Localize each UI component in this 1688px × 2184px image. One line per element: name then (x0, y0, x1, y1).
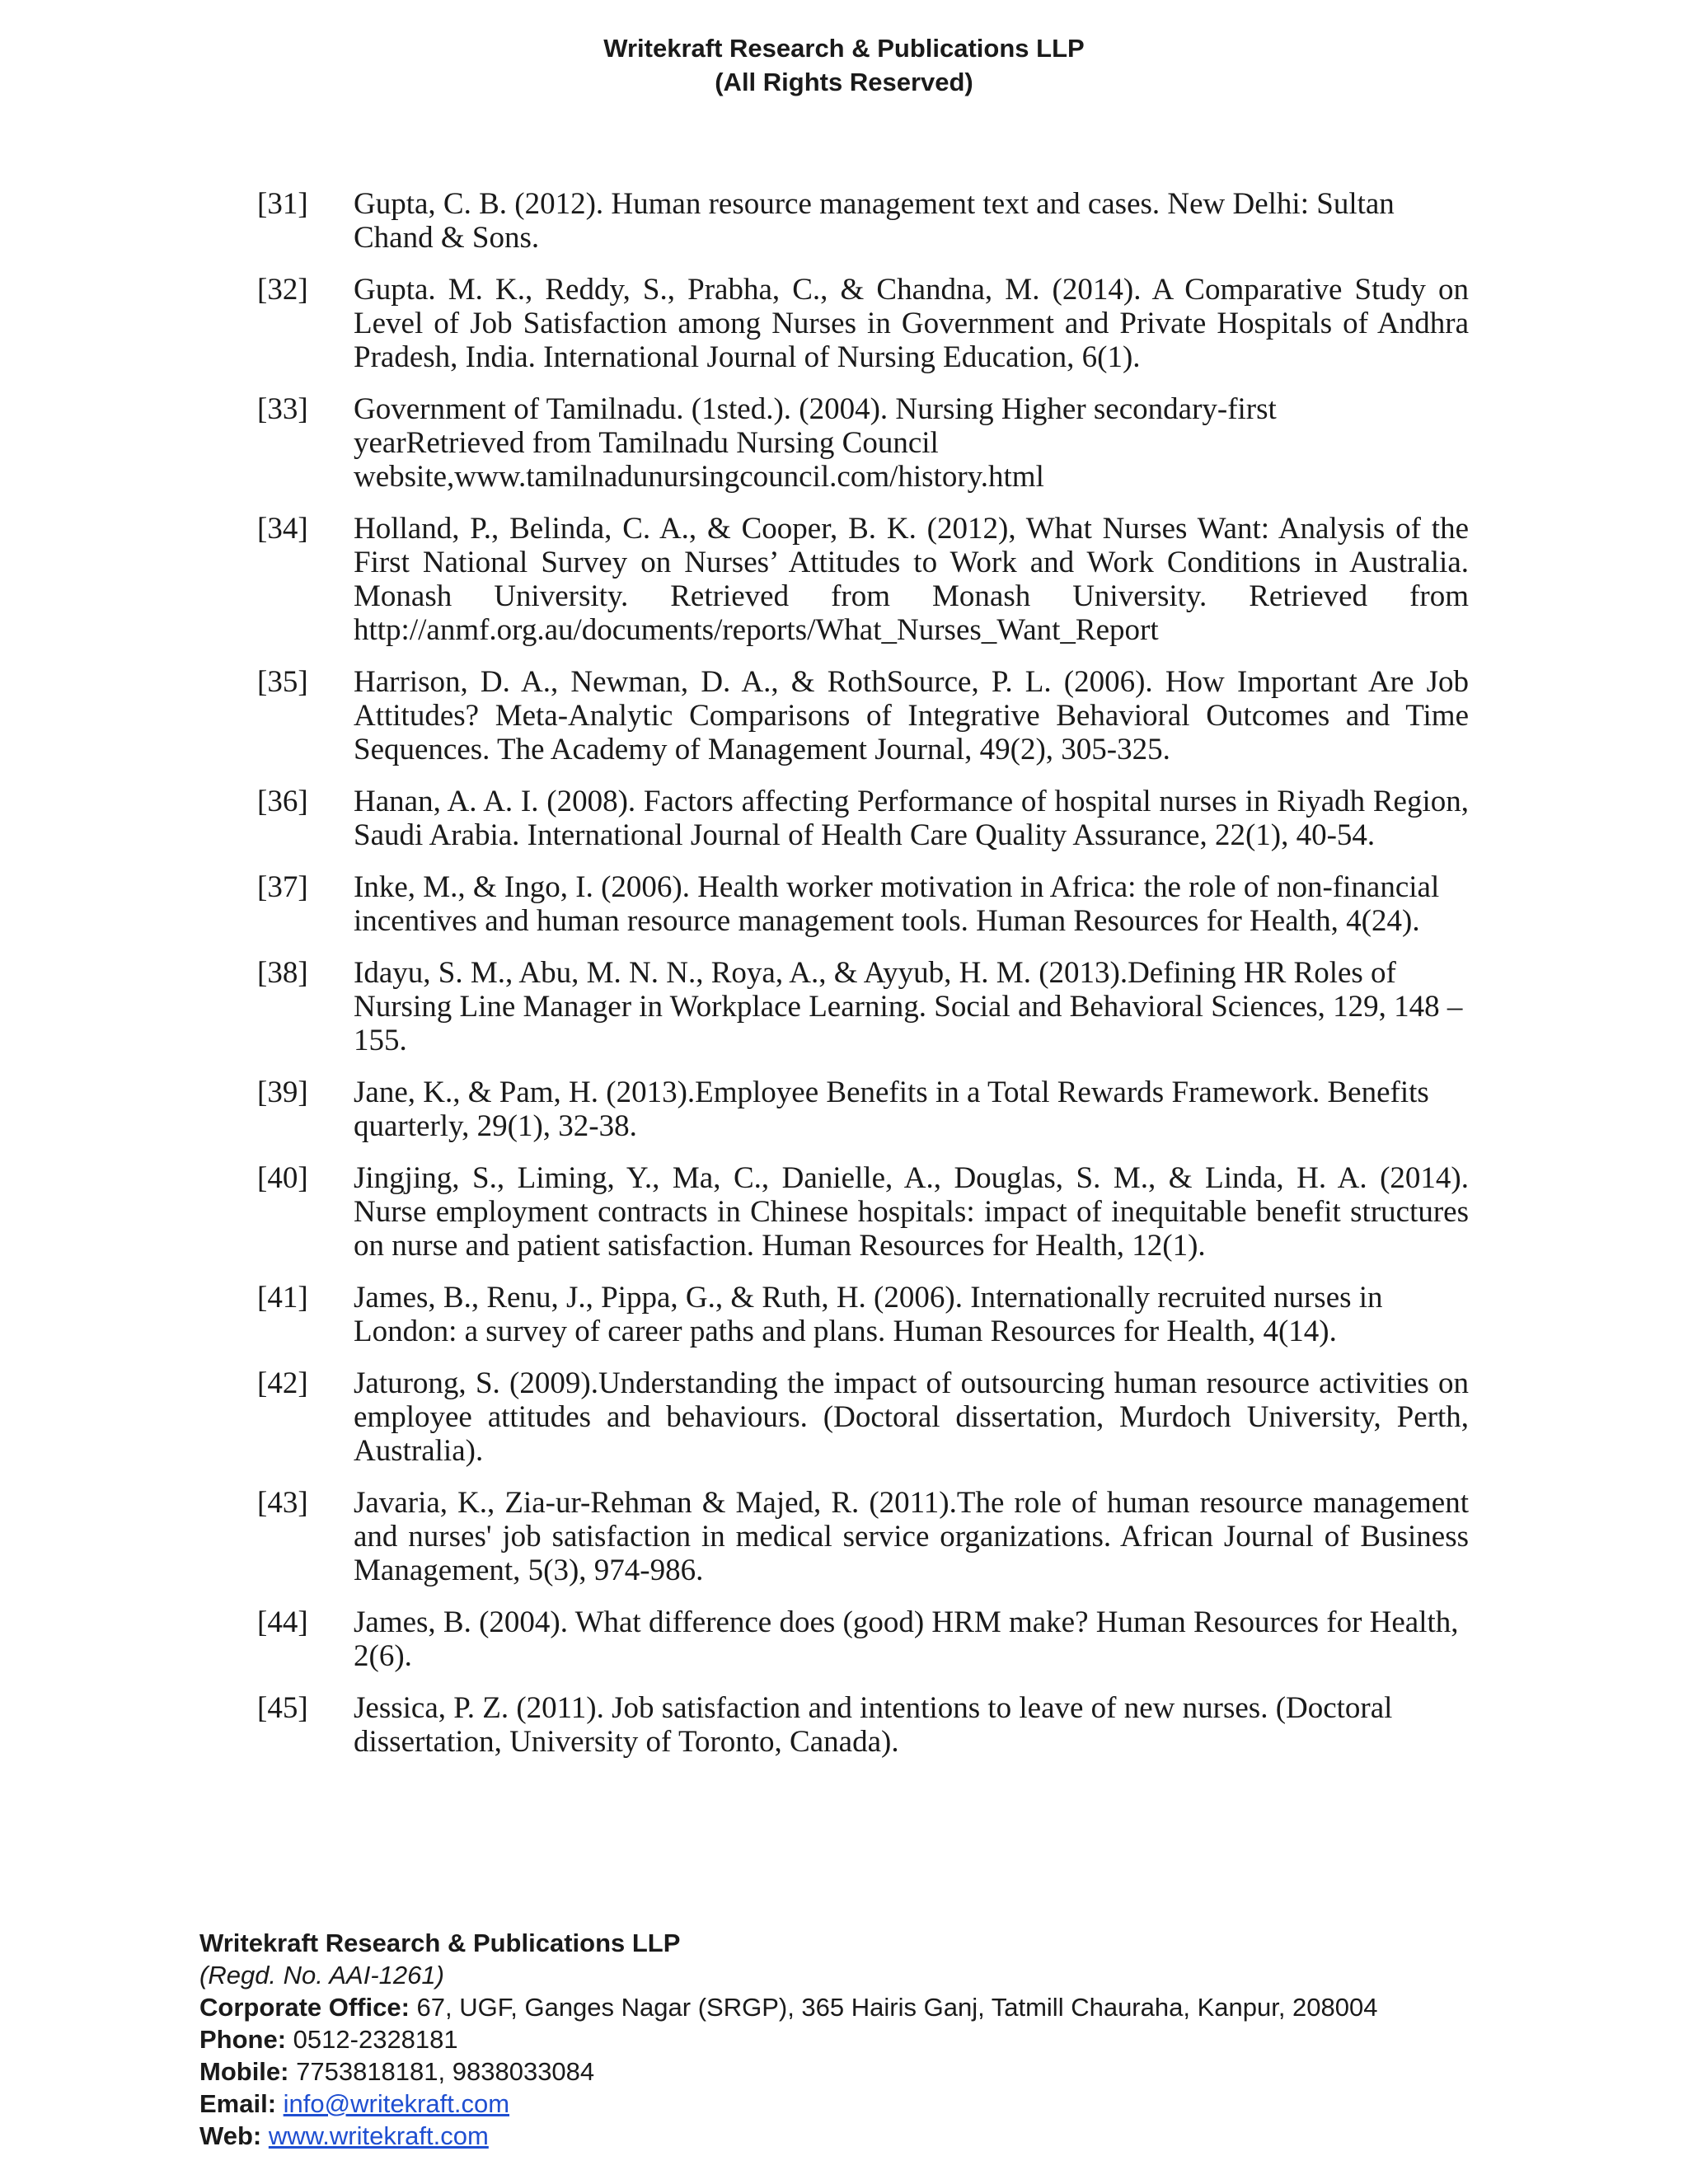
reference-number: [44] (257, 1605, 308, 1639)
reference-item (257, 392, 1469, 494)
reference-item (257, 665, 1469, 766)
reference-item (257, 1366, 1469, 1468)
mobile-numbers: 7753818181, 9838033084 (288, 2057, 595, 2086)
reference-item (257, 1691, 1469, 1759)
phone-label: Phone: (199, 2025, 287, 2054)
reference-item (257, 512, 1469, 647)
reference-text: Idayu, S. M., Abu, M. N. N., Roya, A., & Ayyub, H. M. (2013).Defining HR Roles of Nursing Line Manager in Workplace Learning. Social and Behavioral Sciences, 129, 148 – 155. (354, 956, 1463, 1057)
reference-text: James, B. (2004). What difference does (good) HRM make? Human Resources for Health, 2(6). (354, 1605, 1459, 1673)
footer-office-line (199, 1991, 1601, 2023)
reference-text: Jingjing, S., Liming, Y., Ma, C., Danielle, A., Douglas, S. M., & Linda, H. A. (2014). Nurse employment contracts in Chinese hospitals: impact of inequitable benefit structures on nurse and patient satisfaction. Human Resources for Health, 12(1). (354, 1161, 1469, 1263)
reference-item (257, 273, 1469, 374)
reference-number: [38] (257, 956, 308, 990)
reference-text: Harrison, D. A., Newman, D. A., & RothSource, P. L. (2006). How Important Are Job Attitudes? Meta-Analytic Comparisons of Integrative Behavioral Outcomes and Time Sequences. The Academy of Management Journal, 49(2), 305-325. (354, 665, 1469, 766)
page-header (0, 31, 1688, 99)
reference-text: Jaturong, S. (2009).Understanding the impact of outsourcing human resource activities on employee attitudes and behaviours. (Doctoral dissertation, Murdoch University, Perth, Australia). (354, 1366, 1469, 1468)
reference-text: Javaria, K., Zia-ur-Rehman & Majed, R. (2011).The role of human resource management and nurses' job satisfaction in medical service organizations. African Journal of Business Management, 5(3), 974-986. (354, 1486, 1469, 1587)
reference-number: [43] (257, 1486, 308, 1520)
email-link[interactable]: info@writekraft.com (283, 2089, 510, 2118)
mobile-label: Mobile: (199, 2057, 289, 2086)
reference-item (257, 1486, 1469, 1587)
page-footer (199, 1927, 1601, 2152)
footer-email-line (199, 2088, 1601, 2120)
phone-number: 0512-2328181 (286, 2025, 458, 2054)
reference-number: [35] (257, 665, 308, 699)
reference-number: [37] (257, 870, 308, 904)
reference-number: [41] (257, 1281, 308, 1315)
office-label: Corporate Office: (199, 1993, 410, 2022)
footer-company-name: Writekraft Research & Publications LLP (199, 1929, 681, 1957)
footer-web-line (199, 2120, 1601, 2152)
reference-text: James, B., Renu, J., Pippa, G., & Ruth, H. (2006). Internationally recruited nurses in London: a survey of career paths and plans. Human Resources for Health, 4(14). (354, 1281, 1383, 1348)
reference-number: [36] (257, 785, 308, 818)
reference-item (257, 187, 1469, 255)
reference-item (257, 1161, 1469, 1263)
reference-text: Gupta, C. B. (2012). Human resource management text and cases. New Delhi: Sultan Chand & Sons. (354, 187, 1395, 255)
reference-number: [45] (257, 1691, 308, 1725)
reference-number: [31] (257, 187, 308, 221)
reference-list (257, 187, 1469, 1777)
reference-text: Inke, M., & Ingo, I. (2006). Health worker motivation in Africa: the role of non-financial incentives and human resource management tools. Human Resources for Health, 4(24). (354, 870, 1440, 938)
reference-item (257, 1076, 1469, 1143)
reference-number: [42] (257, 1366, 308, 1400)
website-link[interactable]: www.writekraft.com (268, 2121, 489, 2150)
reference-item (257, 870, 1469, 938)
web-label: Web: (199, 2121, 262, 2150)
footer-phone-line (199, 2023, 1601, 2055)
reference-text: Hanan, A. A. I. (2008). Factors affecting Performance of hospital nurses in Riyadh Region, Saudi Arabia. International Journal of Health Care Quality Assurance, 22(1), 40-54. (354, 785, 1469, 852)
header-rights-note: (All Rights Reserved) (715, 68, 973, 96)
footer-registration: (Regd. No. AAI-1261) (199, 1961, 444, 1990)
reference-text: Jane, K., & Pam, H. (2013).Employee Benefits in a Total Rewards Framework. Benefits quarterly, 29(1), 32-38. (354, 1076, 1429, 1143)
reference-text: Jessica, P. Z. (2011). Job satisfaction and intentions to leave of new nurses. (Doctoral dissertation, University of Toronto, Canada). (354, 1691, 1393, 1759)
reference-number: [33] (257, 392, 308, 426)
footer-mobile-line (199, 2055, 1601, 2088)
reference-item (257, 1605, 1469, 1673)
reference-number: [32] (257, 273, 308, 307)
reference-text: Holland, P., Belinda, C. A., & Cooper, B. K. (2012), What Nurses Want: Analysis of the First National Survey on Nurses’ Attitudes to Work and Work Conditions in Australia. Monash University. Retrieved from Monash University. Retrieved from http://anmf.org.au/documents/reports/What_Nurses_Want_Report (354, 512, 1469, 647)
reference-number: [40] (257, 1161, 308, 1195)
reference-item (257, 956, 1469, 1057)
email-label: Email: (199, 2089, 277, 2118)
reference-text: Government of Tamilnadu. (1sted.). (2004). Nursing Higher secondary-first yearRetrieved from Tamilnadu Nursing Council website,www.tamilnadunursingcouncil.com/history.html (354, 392, 1277, 494)
reference-number: [34] (257, 512, 308, 546)
office-address: 67, UGF, Ganges Nagar (SRGP), 365 Hairis Ganj, Tatmill Chauraha, Kanpur, 208004 (409, 1993, 1378, 2022)
reference-text: Gupta. M. K., Reddy, S., Prabha, C., & Chandna, M. (2014). A Comparative Study on Level of Job Satisfaction among Nurses in Government and Private Hospitals of Andhra Pradesh, India. International Journal of Nursing Education, 6(1). (354, 273, 1469, 374)
reference-number: [39] (257, 1076, 308, 1109)
reference-item (257, 785, 1469, 852)
header-company-name: Writekraft Research & Publications LLP (603, 34, 1085, 63)
reference-item (257, 1281, 1469, 1348)
